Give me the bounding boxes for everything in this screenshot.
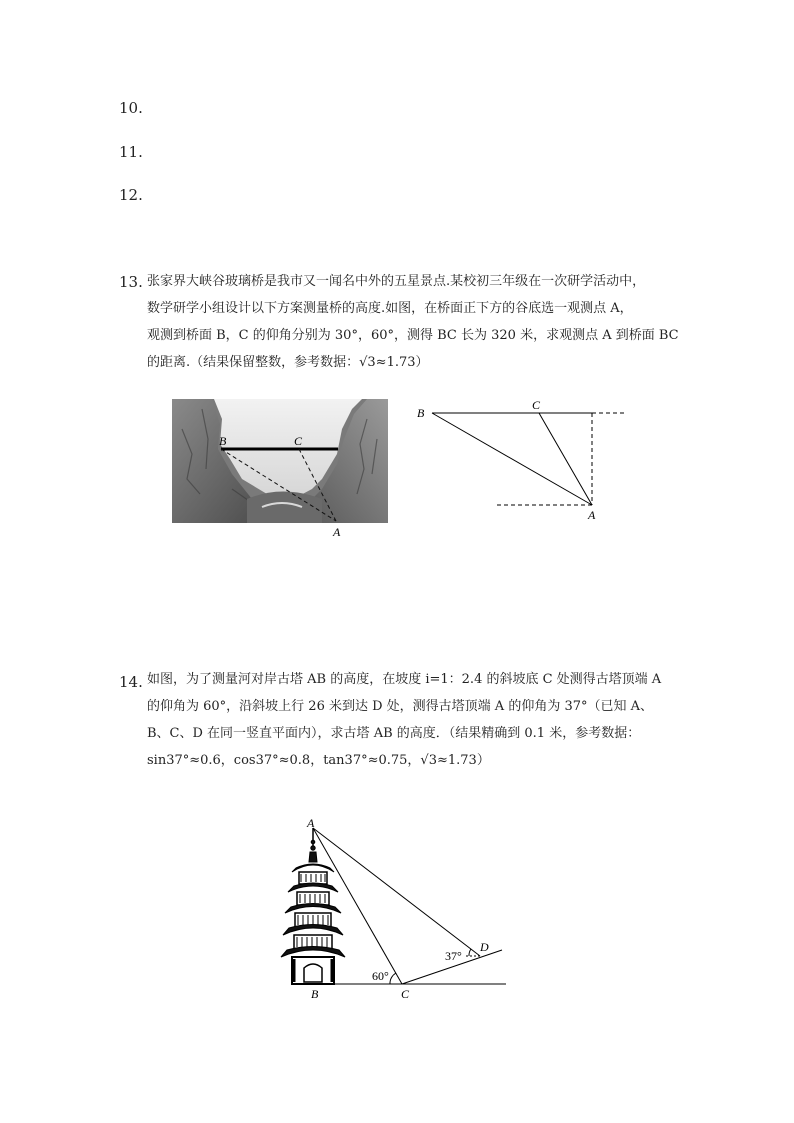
bridge-diagram — [410, 395, 630, 525]
angle-label-d: 37° — [445, 949, 462, 963]
pagoda-label-a: A — [307, 816, 315, 830]
question-13-line-1: 张家界大峡谷玻璃桥是我市又一闻名中外的五星景点.某校初三年级在一次研学活动中， — [147, 274, 646, 289]
bridge-photo — [172, 399, 388, 541]
pagoda-label-b: B — [311, 987, 319, 1001]
photo-label-a: A — [333, 525, 341, 539]
question-number-11: 11. — [119, 143, 143, 161]
question-13-line-2: 数学研学小组设计以下方案测量桥的高度.如图，在桥面正下方的谷底选一观测点 A， — [147, 301, 633, 316]
diagram-label-a: A — [588, 508, 596, 522]
pagoda-label-d: D — [480, 940, 489, 954]
question-14-line-3: B、C、D 在同一竖直平面内），求古塔 AB 的高度．（结果精确到 0.1 米，参考数据： — [147, 726, 641, 741]
angle-arc-c — [390, 973, 396, 984]
question-number-12: 12. — [119, 186, 143, 204]
question-number-10: 10. — [119, 99, 143, 117]
question-13-number: 13. — [119, 273, 143, 291]
pagoda-diagram — [270, 810, 520, 1010]
question-14-number: 14. — [119, 673, 143, 691]
photo-label-c: C — [294, 434, 303, 448]
question-14-line-1: 如图，为了测量河对岸古塔 AB 的高度，在坡度 i=1：2.4 的斜坡底 C 处测得古塔顶端 A — [147, 672, 662, 687]
pagoda-icon — [281, 828, 345, 984]
angle-arc-d — [469, 949, 471, 956]
diagram-label-c: C — [532, 398, 541, 412]
question-14-line-2: 的仰角为 60°，沿斜坡上行 26 米到达 D 处，测得古塔顶端 A 的仰角为 37°（已知 A、 — [147, 699, 654, 714]
question-13-line-3: 观测到桥面 B，C 的仰角分别为 30°，60°，测得 BC 长为 320 米，求观测点 A 到桥面 BC — [147, 328, 679, 343]
question-13-line-4: 的距离.（结果保留整数，参考数据：√3≈1.73） — [147, 355, 429, 370]
diagram-label-b: B — [417, 406, 425, 420]
angle-label-c: 60° — [372, 969, 389, 983]
pagoda-label-c: C — [401, 987, 410, 1001]
segment-ba — [432, 413, 592, 505]
question-14-line-4: sin37°≈0.6，cos37°≈0.8，tan37°≈0.75，√3≈1.73） — [147, 753, 490, 768]
segment-ca — [539, 413, 592, 505]
photo-label-b: B — [219, 434, 227, 448]
